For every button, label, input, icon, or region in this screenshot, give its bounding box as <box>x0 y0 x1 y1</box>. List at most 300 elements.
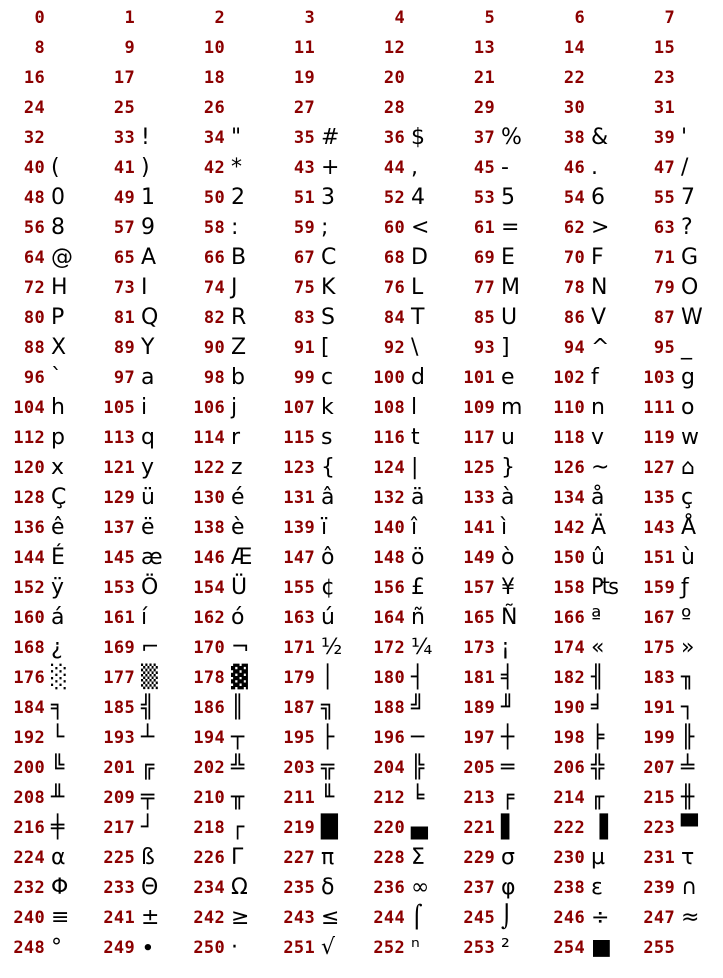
char-code: 156 <box>373 578 405 598</box>
char-glyph: D <box>411 245 428 270</box>
char-code: 171 <box>283 638 315 658</box>
char-glyph: ├ <box>321 725 335 750</box>
char-glyph: ¬ <box>231 635 250 660</box>
char-glyph: ε <box>591 875 603 900</box>
char-code: 56 <box>23 218 45 238</box>
char-code: 101 <box>463 368 495 388</box>
char-code: 13 <box>473 38 495 58</box>
char-glyph: , <box>411 155 418 180</box>
char-code: 120 <box>13 458 45 478</box>
char-glyph: ≡ <box>51 905 70 930</box>
char-glyph: ÿ <box>51 575 65 600</box>
char-code: 61 <box>473 218 495 238</box>
char-code: 127 <box>643 458 675 478</box>
char-glyph: ▐ <box>591 815 608 840</box>
char-glyph: £ <box>411 575 425 600</box>
char-cell <box>450 272 540 302</box>
char-code: 77 <box>473 278 495 298</box>
char-cell <box>270 512 360 542</box>
char-glyph: τ <box>681 845 695 870</box>
char-code: 253 <box>463 938 495 958</box>
char-glyph: Z <box>231 335 247 360</box>
char-glyph <box>681 34 717 62</box>
char-cell <box>270 782 360 812</box>
char-cell <box>450 692 540 722</box>
char-code: 44 <box>383 158 405 178</box>
char-cell <box>270 662 360 692</box>
char-cell <box>180 572 270 602</box>
char-cell <box>360 482 450 512</box>
char-code: 91 <box>293 338 315 358</box>
char-cell <box>0 2 90 32</box>
char-glyph: } <box>501 455 515 480</box>
char-glyph: ë <box>141 515 155 540</box>
char-cell <box>540 62 630 92</box>
char-code: 38 <box>563 128 585 148</box>
char-code: 211 <box>283 788 315 808</box>
char-cell <box>90 812 180 842</box>
char-code: 160 <box>13 608 45 628</box>
char-code: 125 <box>463 458 495 478</box>
char-glyph: k <box>321 395 334 420</box>
char-cell <box>90 872 180 902</box>
char-code: 18 <box>203 68 225 88</box>
char-code: 83 <box>293 308 315 328</box>
char-cell <box>540 2 630 32</box>
char-cell <box>180 302 270 332</box>
char-glyph: ï <box>321 515 328 540</box>
char-cell <box>180 272 270 302</box>
char-glyph: ┼ <box>501 725 515 750</box>
char-code: 161 <box>103 608 135 628</box>
char-code: 65 <box>113 248 135 268</box>
char-code: 200 <box>13 758 45 778</box>
char-code: 131 <box>283 488 315 508</box>
char-glyph: ; <box>321 215 329 240</box>
char-code: 115 <box>283 428 315 448</box>
char-cell <box>90 362 180 392</box>
char-code: 217 <box>103 818 135 838</box>
char-code: 228 <box>373 848 405 868</box>
char-glyph: 3 <box>321 185 335 210</box>
char-cell <box>90 752 180 782</box>
char-glyph: ╚ <box>51 755 65 780</box>
char-code: 207 <box>643 758 675 778</box>
char-code: 81 <box>113 308 135 328</box>
char-glyph: : <box>231 215 239 240</box>
char-glyph: z <box>231 455 243 480</box>
char-glyph: 5 <box>501 185 515 210</box>
char-cell <box>630 782 720 812</box>
char-cell <box>630 362 720 392</box>
char-cell <box>450 932 540 962</box>
char-glyph: í <box>141 605 148 630</box>
char-glyph: Q <box>141 305 159 330</box>
char-glyph: ÷ <box>591 905 610 930</box>
char-cell <box>360 452 450 482</box>
char-cell <box>360 212 450 242</box>
char-cell <box>270 722 360 752</box>
char-cell <box>450 32 540 62</box>
char-code: 29 <box>473 98 495 118</box>
char-code: 62 <box>563 218 585 238</box>
char-cell <box>450 152 540 182</box>
char-code: 232 <box>13 878 45 898</box>
char-cell <box>360 932 450 962</box>
char-cell <box>450 662 540 692</box>
char-cell <box>360 32 450 62</box>
char-code: 198 <box>553 728 585 748</box>
char-cell <box>540 692 630 722</box>
char-glyph: ^ <box>591 335 610 360</box>
char-code: 181 <box>463 668 495 688</box>
char-glyph: ¥ <box>501 575 515 600</box>
char-glyph: # <box>321 125 340 150</box>
char-glyph: ∞ <box>411 875 430 900</box>
char-glyph: ò <box>501 545 515 570</box>
char-cell <box>180 902 270 932</box>
char-code: 246 <box>553 908 585 928</box>
char-cell <box>450 392 540 422</box>
char-code: 21 <box>473 68 495 88</box>
char-cell <box>270 902 360 932</box>
char-cell <box>360 602 450 632</box>
char-code: 175 <box>643 638 675 658</box>
char-code: 26 <box>203 98 225 118</box>
char-cell <box>360 422 450 452</box>
char-code: 16 <box>23 68 45 88</box>
char-code: 23 <box>653 68 675 88</box>
char-glyph: a <box>141 365 155 390</box>
char-code: 173 <box>463 638 495 658</box>
char-glyph: █ <box>321 815 338 840</box>
char-glyph: ─ <box>411 725 425 750</box>
char-glyph: E <box>501 245 515 270</box>
char-code: 113 <box>103 428 135 448</box>
char-code: 12 <box>383 38 405 58</box>
char-cell <box>270 152 360 182</box>
char-glyph <box>591 64 627 92</box>
char-code: 187 <box>283 698 315 718</box>
char-cell <box>0 542 90 572</box>
char-code: 134 <box>553 488 585 508</box>
char-glyph: 2 <box>231 185 245 210</box>
char-code: 139 <box>283 518 315 538</box>
char-cell <box>540 152 630 182</box>
char-cell <box>540 302 630 332</box>
char-code: 180 <box>373 668 405 688</box>
char-code: 40 <box>23 158 45 178</box>
char-code: 57 <box>113 218 135 238</box>
char-cell <box>450 212 540 242</box>
char-cell <box>90 722 180 752</box>
char-cell <box>0 92 90 122</box>
char-cell <box>450 722 540 752</box>
char-cell <box>630 92 720 122</box>
char-code: 179 <box>283 668 315 688</box>
char-glyph: Ç <box>51 485 67 510</box>
char-code: 25 <box>113 98 135 118</box>
char-glyph: µ <box>591 845 605 870</box>
char-glyph: * <box>231 155 242 180</box>
char-code: 2 <box>214 8 225 28</box>
char-cell <box>270 92 360 122</box>
char-code: 234 <box>193 878 225 898</box>
char-glyph: ╣ <box>141 695 155 720</box>
char-code: 218 <box>193 818 225 838</box>
char-code: 238 <box>553 878 585 898</box>
char-code: 157 <box>463 578 495 598</box>
char-glyph: ~ <box>591 455 610 480</box>
char-glyph: ä <box>411 485 425 510</box>
char-cell <box>540 482 630 512</box>
char-glyph: ' <box>681 125 688 150</box>
char-cell <box>90 272 180 302</box>
char-glyph <box>411 34 447 62</box>
char-code: 119 <box>643 428 675 448</box>
char-cell <box>360 302 450 332</box>
char-code: 1 <box>124 8 135 28</box>
char-code: 7 <box>664 8 675 28</box>
char-glyph: c <box>321 365 334 390</box>
char-code: 221 <box>463 818 495 838</box>
char-glyph: ╘ <box>411 785 425 810</box>
char-code: 104 <box>13 398 45 418</box>
char-glyph: J <box>231 275 238 300</box>
char-cell <box>90 182 180 212</box>
char-code: 204 <box>373 758 405 778</box>
char-code: 86 <box>563 308 585 328</box>
char-glyph: 8 <box>51 215 65 240</box>
char-code: 153 <box>103 578 135 598</box>
char-cell <box>180 542 270 572</box>
char-cell <box>180 602 270 632</box>
char-glyph: ╡ <box>501 665 515 690</box>
char-cell <box>0 392 90 422</box>
char-cell <box>270 602 360 632</box>
char-cell <box>90 692 180 722</box>
char-cell <box>0 242 90 272</box>
char-cell <box>0 482 90 512</box>
char-glyph: r <box>231 425 241 450</box>
char-glyph: ç <box>681 485 694 510</box>
char-glyph: ╝ <box>411 695 425 720</box>
char-glyph: > <box>591 215 610 240</box>
char-code: 14 <box>563 38 585 58</box>
char-glyph: P <box>51 305 65 330</box>
char-code: 203 <box>283 758 315 778</box>
char-cell <box>90 152 180 182</box>
char-cell <box>180 362 270 392</box>
char-glyph: α <box>51 845 66 870</box>
char-glyph <box>321 4 357 32</box>
char-code: 147 <box>283 548 315 568</box>
char-cell <box>450 482 540 512</box>
char-cell <box>540 572 630 602</box>
char-cell <box>0 62 90 92</box>
char-cell <box>630 662 720 692</box>
char-glyph: ╔ <box>141 755 155 780</box>
char-cell <box>90 482 180 512</box>
char-glyph: F <box>591 245 604 270</box>
char-code: 93 <box>473 338 495 358</box>
char-glyph: U <box>501 305 518 330</box>
char-code: 172 <box>373 638 405 658</box>
char-glyph: v <box>591 425 605 450</box>
char-cell <box>360 2 450 32</box>
char-glyph <box>231 64 267 92</box>
char-glyph: ┌ <box>231 815 245 840</box>
char-glyph: φ <box>501 875 516 900</box>
char-cell <box>450 422 540 452</box>
char-code: 41 <box>113 158 135 178</box>
char-cell <box>360 512 450 542</box>
char-glyph: ╦ <box>321 755 335 780</box>
char-cell <box>450 242 540 272</box>
char-glyph: ╧ <box>681 755 695 780</box>
char-code: 94 <box>563 338 585 358</box>
char-glyph: ≥ <box>231 905 250 930</box>
char-glyph: + <box>321 155 340 180</box>
char-glyph <box>681 94 717 122</box>
char-cell <box>270 182 360 212</box>
char-code: 222 <box>553 818 585 838</box>
char-code: 108 <box>373 398 405 418</box>
char-cell <box>450 92 540 122</box>
char-glyph <box>51 34 87 62</box>
char-cell <box>90 662 180 692</box>
char-code: 149 <box>463 548 495 568</box>
char-code: 254 <box>553 938 585 958</box>
char-cell <box>180 152 270 182</box>
char-code: 99 <box>293 368 315 388</box>
char-code: 30 <box>563 98 585 118</box>
char-code: 15 <box>653 38 675 58</box>
char-code: 146 <box>193 548 225 568</box>
char-glyph <box>321 34 357 62</box>
char-cell <box>360 722 450 752</box>
char-cell <box>540 932 630 962</box>
char-code: 118 <box>553 428 585 448</box>
char-code: 110 <box>553 398 585 418</box>
char-cell <box>630 302 720 332</box>
char-code: 239 <box>643 878 675 898</box>
char-code: 3 <box>304 8 315 28</box>
char-cell <box>270 212 360 242</box>
char-glyph <box>591 4 627 32</box>
char-code: 255 <box>643 938 675 958</box>
char-cell <box>450 872 540 902</box>
char-glyph: ) <box>141 155 150 180</box>
char-cell <box>0 152 90 182</box>
char-code: 136 <box>13 518 45 538</box>
char-code: 197 <box>463 728 495 748</box>
char-glyph: $ <box>411 125 425 150</box>
char-cell <box>0 872 90 902</box>
char-cell <box>270 242 360 272</box>
char-code: 216 <box>13 818 45 838</box>
char-cell <box>90 452 180 482</box>
char-code: 148 <box>373 548 405 568</box>
char-cell <box>90 512 180 542</box>
char-glyph: ┬ <box>231 725 245 750</box>
char-glyph: b <box>231 365 245 390</box>
char-glyph: ∩ <box>681 875 698 900</box>
char-glyph: j <box>231 395 238 420</box>
char-code: 60 <box>383 218 405 238</box>
char-code: 121 <box>103 458 135 478</box>
char-cell <box>0 692 90 722</box>
char-glyph: l <box>411 395 418 420</box>
char-glyph: ╞ <box>591 725 605 750</box>
char-code: 72 <box>23 278 45 298</box>
char-cell <box>270 872 360 902</box>
char-cell <box>180 872 270 902</box>
char-cell <box>270 632 360 662</box>
char-code: 54 <box>563 188 585 208</box>
char-glyph: ╬ <box>591 755 605 780</box>
char-glyph: Σ <box>411 845 425 870</box>
char-glyph: 6 <box>591 185 605 210</box>
char-code: 132 <box>373 488 405 508</box>
char-cell <box>630 722 720 752</box>
char-glyph: e <box>501 365 515 390</box>
char-code: 129 <box>103 488 135 508</box>
char-code: 84 <box>383 308 405 328</box>
char-cell <box>180 932 270 962</box>
char-cell <box>90 602 180 632</box>
char-glyph: î <box>411 515 418 540</box>
char-cell <box>540 122 630 152</box>
char-glyph: C <box>321 245 337 270</box>
char-cell <box>540 542 630 572</box>
char-code: 164 <box>373 608 405 628</box>
char-code: 114 <box>193 428 225 448</box>
char-code: 226 <box>193 848 225 868</box>
char-code: 193 <box>103 728 135 748</box>
char-code: 35 <box>293 128 315 148</box>
char-code: 250 <box>193 938 225 958</box>
char-cell <box>540 512 630 542</box>
char-code: 151 <box>643 548 675 568</box>
char-code: 10 <box>203 38 225 58</box>
char-code: 236 <box>373 878 405 898</box>
char-cell <box>450 842 540 872</box>
char-glyph: ² <box>501 935 510 960</box>
char-glyph: L <box>411 275 424 300</box>
char-code: 237 <box>463 878 495 898</box>
char-cell <box>90 2 180 32</box>
char-code: 128 <box>13 488 45 508</box>
char-code: 224 <box>13 848 45 868</box>
char-glyph <box>501 64 537 92</box>
char-cell <box>90 392 180 422</box>
char-cell <box>180 32 270 62</box>
char-glyph: ▌ <box>501 815 518 840</box>
char-cell <box>270 692 360 722</box>
char-code: 64 <box>23 248 45 268</box>
char-glyph <box>141 34 177 62</box>
char-glyph <box>51 4 87 32</box>
char-cell <box>540 632 630 662</box>
char-cell <box>450 2 540 32</box>
char-cell <box>0 842 90 872</box>
char-code: 126 <box>553 458 585 478</box>
char-cell <box>270 332 360 362</box>
char-cell <box>540 602 630 632</box>
char-cell <box>180 452 270 482</box>
char-glyph: ½ <box>321 635 343 660</box>
